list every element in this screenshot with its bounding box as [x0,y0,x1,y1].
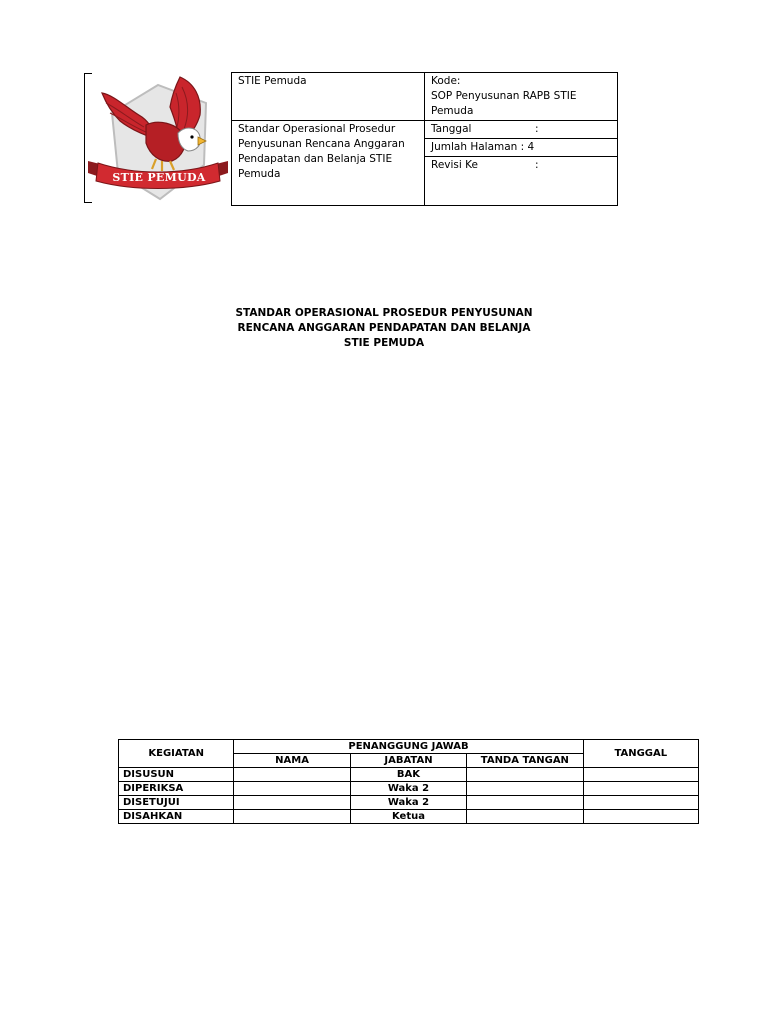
tanda-tangan-header: TANDA TANGAN [467,754,583,768]
jabatan-cell: BAK [350,768,466,782]
main-title-line-2: RENCANA ANGGARAN PENDAPATAN DAN BELANJA [237,322,531,334]
penanggung-jawab-header: PENANGGUNG JAWAB [234,740,583,754]
kegiatan-cell: DIPERIKSA [119,782,234,796]
kegiatan-cell: DISETUJUI [119,796,234,810]
nama-cell [234,782,350,796]
institution-name: STIE Pemuda [238,75,307,87]
kegiatan-cell: DISUSUN [119,768,234,782]
revisi-sep: : [535,159,539,171]
tanggal-cell [583,810,698,824]
header-table [231,72,618,206]
kode-label: Kode: [431,75,461,87]
doc-title: Standar Operasional Prosedur Penyusunan Rencana Anggaran Pendapatan dan Belanja STIE Pemuda [238,123,405,180]
jabatan-cell: Waka 2 [350,782,466,796]
kegiatan-cell: DISAHKAN [119,810,234,824]
revisi-label: Revisi Ke [431,159,478,171]
main-title-line-1: STANDAR OPERASIONAL PROSEDUR PENYUSUNAN [235,307,533,319]
main-title-line-3: STIE PEMUDA [343,337,425,349]
kegiatan-header: KEGIATAN [119,740,234,768]
kode-cell [425,73,618,121]
nama-cell [234,768,350,782]
doc-title-cell [232,121,425,206]
logo-banner-text: STIE PEMUDA [112,171,206,184]
jabatan-cell: Ketua [350,810,466,824]
tanggal-sep: : [535,123,539,135]
logo-cell [84,73,232,203]
table-row [119,768,699,782]
signature-table [118,739,699,824]
tanggal-cell [425,121,618,139]
jumlah-halaman: Jumlah Halaman : 4 [431,141,535,153]
tanggal-cell [583,796,698,810]
nama-header: NAMA [234,754,350,768]
nama-cell [234,796,350,810]
tanda-tangan-cell [467,768,583,782]
revisi-cell [425,157,618,206]
jabatan-cell: Waka 2 [350,796,466,810]
nama-cell [234,810,350,824]
table-row [119,782,699,796]
institution-cell [232,73,425,121]
jumlah-halaman-cell [425,139,618,157]
table-row [119,796,699,810]
kode-value: SOP Penyusunan RAPB STIE Pemuda [431,90,577,117]
tanda-tangan-cell [467,782,583,796]
tanda-tangan-cell [467,796,583,810]
jabatan-header: JABATAN [350,754,466,768]
tanda-tangan-cell [467,810,583,824]
tanggal-label: Tanggal [431,123,472,135]
tanggal-cell [583,782,698,796]
table-row [119,810,699,824]
tanggal-header: TANGGAL [583,740,698,768]
tanggal-cell [583,768,698,782]
